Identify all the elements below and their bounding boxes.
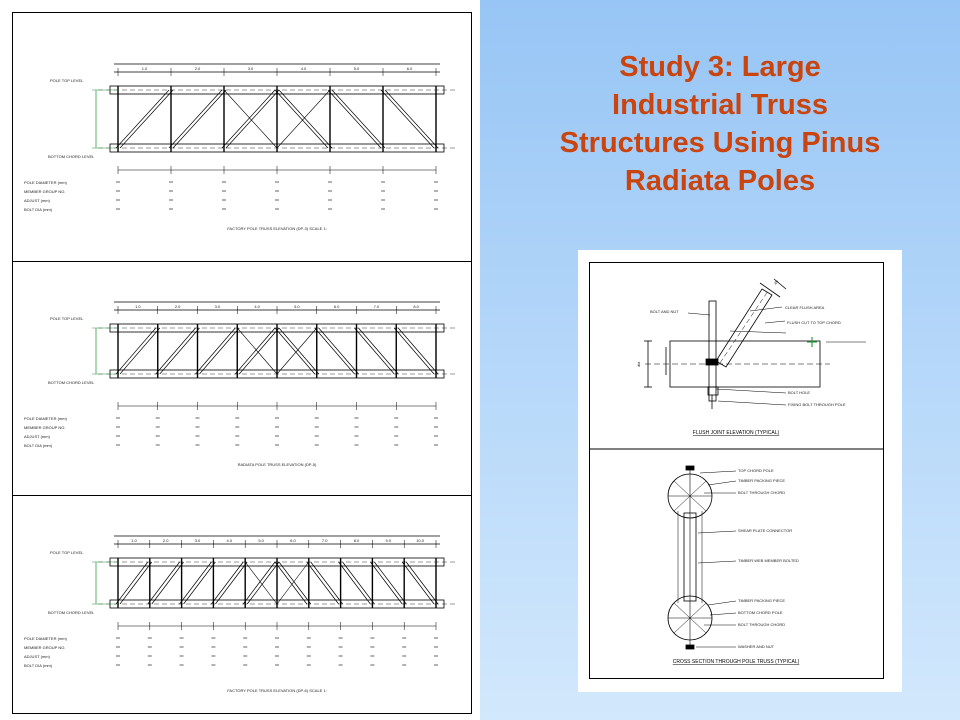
bay-dimension-label: 3.0 bbox=[247, 66, 254, 71]
diagonal-web-member bbox=[184, 562, 216, 604]
truss-elevation-panel-2 bbox=[12, 262, 472, 496]
cross-diagonal-member bbox=[224, 90, 277, 148]
diagonal-web-member bbox=[319, 328, 359, 374]
diagonal-web-member-edge bbox=[275, 562, 307, 604]
table-row-label: BOLT DIA (mm) bbox=[24, 207, 53, 212]
joint-detail-drawing bbox=[590, 263, 883, 678]
diagonal-web-member bbox=[374, 562, 406, 604]
bay-dimension-label: 5.0 bbox=[258, 538, 264, 543]
section-note-7: BOTTOM CHORD POLE bbox=[738, 610, 783, 615]
bay-dimension-label: 2.0 bbox=[174, 304, 181, 309]
bay-dimension-label: 3.0 bbox=[214, 304, 221, 309]
diagonal-web-member-edge bbox=[148, 562, 180, 604]
diagonal-web-member bbox=[359, 328, 399, 374]
vertical-pole bbox=[709, 301, 716, 401]
cross-diagonal-member bbox=[277, 562, 309, 604]
bay-dimension-label: 7.0 bbox=[321, 538, 328, 543]
truss-elevation-drawing-1 bbox=[12, 12, 472, 262]
title-line-2: Industrial Truss bbox=[612, 89, 828, 121]
truss-elevation-drawing-3 bbox=[12, 496, 472, 714]
bottom-chord-level-label: BOTTOM CHORD LEVEL bbox=[48, 610, 95, 615]
bay-dimension-label: 6.0 bbox=[406, 66, 413, 71]
title-line-1: Study 3: Large bbox=[619, 51, 821, 83]
diagonal-web-member bbox=[311, 562, 343, 604]
diagonal-web-member-edge bbox=[156, 328, 196, 374]
diagonal-web-member-edge bbox=[315, 328, 355, 374]
bolt-icon bbox=[706, 359, 718, 365]
diagonal-web-member-edge bbox=[235, 328, 275, 374]
table-row-label: MEMBER GROUP NO. bbox=[24, 425, 66, 430]
bay-dimension-label: 9.0 bbox=[385, 538, 392, 543]
pole-top-level-label: POLE TOP LEVEL bbox=[50, 78, 84, 83]
section-note-9: WASHER AND NUT bbox=[738, 644, 775, 649]
diagonal-web-member bbox=[239, 328, 279, 374]
section-note-5: TIMBER WEB MEMBER BOLTED bbox=[738, 558, 799, 563]
bolt-head-bottom bbox=[686, 645, 694, 649]
diagonal-web-member-edge bbox=[370, 562, 402, 604]
bay-dimension-label: 8.0 bbox=[413, 304, 419, 309]
joint-note-1: BOLT AND NUT bbox=[650, 309, 679, 314]
diagonal-web-member-edge bbox=[196, 328, 236, 374]
diagonal-web-member bbox=[398, 328, 438, 374]
diagonal-web-member-edge bbox=[243, 562, 275, 604]
truss-elevation-panel-3 bbox=[12, 496, 472, 714]
bay-dimension-label: 2.0 bbox=[162, 538, 169, 543]
diagonal-web-member bbox=[279, 562, 311, 604]
diagonal-web-member-edge bbox=[180, 562, 212, 604]
bay-dimension-label: 1.0 bbox=[135, 304, 141, 309]
diagonal-web-member-edge bbox=[381, 90, 434, 148]
truss-elevation-panel-1 bbox=[12, 12, 472, 262]
bay-dimension-label: 1.0 bbox=[141, 66, 148, 71]
diagonal-web-member bbox=[332, 90, 385, 148]
bay-dimension-label: 7.0 bbox=[373, 304, 380, 309]
title-line-3: Structures Using Pinus bbox=[559, 127, 881, 159]
bay-dimension-label: 4.0 bbox=[254, 304, 260, 309]
bay-dimension-label: 6.0 bbox=[290, 538, 296, 543]
diagonal-web-member-edge bbox=[355, 328, 395, 374]
bay-dimension-label: 8.0 bbox=[353, 538, 360, 543]
truss-elevation-drawing-2 bbox=[12, 262, 472, 496]
diagonal-web-member bbox=[160, 328, 200, 374]
cross-diagonal-member bbox=[277, 328, 317, 374]
bay-dimension-label: 4.0 bbox=[300, 66, 307, 71]
pole-truss-cross-section bbox=[668, 466, 736, 649]
diagonal-web-member-edge bbox=[222, 90, 275, 148]
bay-dimension-label: 5.0 bbox=[294, 304, 300, 309]
diagonal-member bbox=[716, 289, 772, 367]
diagonal-web-member-edge bbox=[307, 562, 339, 604]
diagonal-web-member bbox=[343, 562, 375, 604]
diagonal-web-member bbox=[406, 562, 438, 604]
diagonal-web-member-edge bbox=[116, 90, 169, 148]
diagonal-web-member bbox=[226, 90, 279, 148]
truss-elevation-caption: RADIATA POLE TRUSS ELEVATION (DP-5) bbox=[237, 462, 317, 467]
diagonal-web-member-edge bbox=[394, 328, 434, 374]
joint-detail-sheet bbox=[578, 250, 902, 692]
diagonal-web-member bbox=[120, 328, 160, 374]
flush-joint-detail bbox=[644, 279, 866, 409]
truss-elevation-caption: FACTORY POLE TRUSS ELEVATION (DP-6) SCALE 1: bbox=[227, 688, 327, 693]
diagonal-web-member bbox=[385, 90, 438, 148]
joint-note-5: FIXING BOLT THROUGH POLE bbox=[788, 402, 846, 407]
section-note-6: TIMBER PACKING PIECE bbox=[738, 598, 786, 603]
diagonal-web-member bbox=[215, 562, 247, 604]
diagonal-web-member-edge bbox=[275, 90, 328, 148]
depth-dimension-label: dia bbox=[636, 361, 641, 367]
cross-diagonal-member bbox=[237, 328, 277, 374]
diagonal-web-member-edge bbox=[169, 90, 222, 148]
section-note-4: SHEAR PLATE CONNECTOR bbox=[738, 528, 793, 533]
table-row-label: POLE DIAMETER (mm) bbox=[24, 416, 67, 421]
table-row-label: ADJUST (mm) bbox=[24, 198, 50, 203]
diagonal-web-member bbox=[247, 562, 279, 604]
diagonal-web-member-edge bbox=[211, 562, 243, 604]
cross-section-caption: CROSS SECTION THROUGH POLE TRUSS (TYPICAL) bbox=[672, 659, 800, 665]
table-row-label: MEMBER GROUP NO. bbox=[24, 189, 66, 194]
diagonal-web-member-edge bbox=[328, 90, 381, 148]
pole-top-level-label: POLE TOP LEVEL bbox=[50, 550, 84, 555]
diagonal-web-member-edge bbox=[402, 562, 434, 604]
table-row-label: BOLT DIA (mm) bbox=[24, 443, 53, 448]
angle-dimension-label: 45 bbox=[772, 279, 780, 286]
section-note-8: BOLT THROUGH CHORD bbox=[738, 622, 786, 627]
bay-dimension-label: 10.0 bbox=[416, 538, 424, 543]
bottom-chord-level-label: BOTTOM CHORD LEVEL bbox=[48, 154, 95, 159]
joint-note-2: CLEAR FLUSH AREA bbox=[785, 305, 825, 310]
title-line-4: Radiata Poles bbox=[624, 165, 816, 197]
table-row-label: ADJUST (mm) bbox=[24, 434, 50, 439]
joint-note-3: FLUSH CUT TO TOP CHORD bbox=[787, 320, 841, 325]
diagonal-web-member-edge bbox=[116, 562, 148, 604]
joint-detail-frame bbox=[589, 262, 884, 679]
table-row-label: POLE DIAMETER (mm) bbox=[24, 180, 67, 185]
table-row-label: BOLT DIA (mm) bbox=[24, 663, 53, 668]
section-note-3: BOLT THROUGH CHORD bbox=[738, 490, 786, 495]
slide-title bbox=[480, 48, 960, 200]
bay-dimension-label: 6.0 bbox=[333, 304, 340, 309]
table-row-label: MEMBER GROUP NO. bbox=[24, 645, 66, 650]
diagonal-web-member-edge bbox=[116, 328, 156, 374]
bay-dimension-label: 2.0 bbox=[194, 66, 201, 71]
diagonal-web-member bbox=[173, 90, 226, 148]
bay-dimension-label: 5.0 bbox=[353, 66, 360, 71]
cross-diagonal-member bbox=[245, 562, 277, 604]
bay-dimension-label: 1.0 bbox=[131, 538, 137, 543]
washer-plate bbox=[708, 387, 718, 395]
cross-diagonal-member bbox=[277, 90, 330, 148]
diagonal-web-member bbox=[152, 562, 184, 604]
diagonal-web-member-edge bbox=[275, 328, 315, 374]
diagonal-web-member bbox=[200, 328, 240, 374]
diagonal-web-member bbox=[120, 90, 173, 148]
bottom-chord-level-label: BOTTOM CHORD LEVEL bbox=[48, 380, 95, 385]
joint-note-4: BOLT HOLE bbox=[788, 390, 811, 395]
bolt-head-top bbox=[686, 466, 694, 470]
bay-dimension-label: 3.0 bbox=[194, 538, 201, 543]
section-note-2: TIMBER PACKING PIECE bbox=[738, 478, 786, 483]
section-note-1: TOP CHORD POLE bbox=[738, 468, 774, 473]
diagonal-web-member bbox=[279, 90, 332, 148]
diagonal-web-member-edge bbox=[339, 562, 371, 604]
flush-joint-caption: FLUSH JOINT ELEVATION (TYPICAL) bbox=[692, 430, 780, 436]
truss-elevation-caption: FACTORY POLE TRUSS ELEVATION (DP-3) SCALE 1: bbox=[227, 226, 327, 231]
diagonal-web-member bbox=[279, 328, 319, 374]
pole-top-level-label: POLE TOP LEVEL bbox=[50, 316, 84, 321]
table-row-label: ADJUST (mm) bbox=[24, 654, 50, 659]
diagonal-web-member bbox=[120, 562, 152, 604]
table-row-label: POLE DIAMETER (mm) bbox=[24, 636, 67, 641]
bay-dimension-label: 4.0 bbox=[226, 538, 233, 543]
